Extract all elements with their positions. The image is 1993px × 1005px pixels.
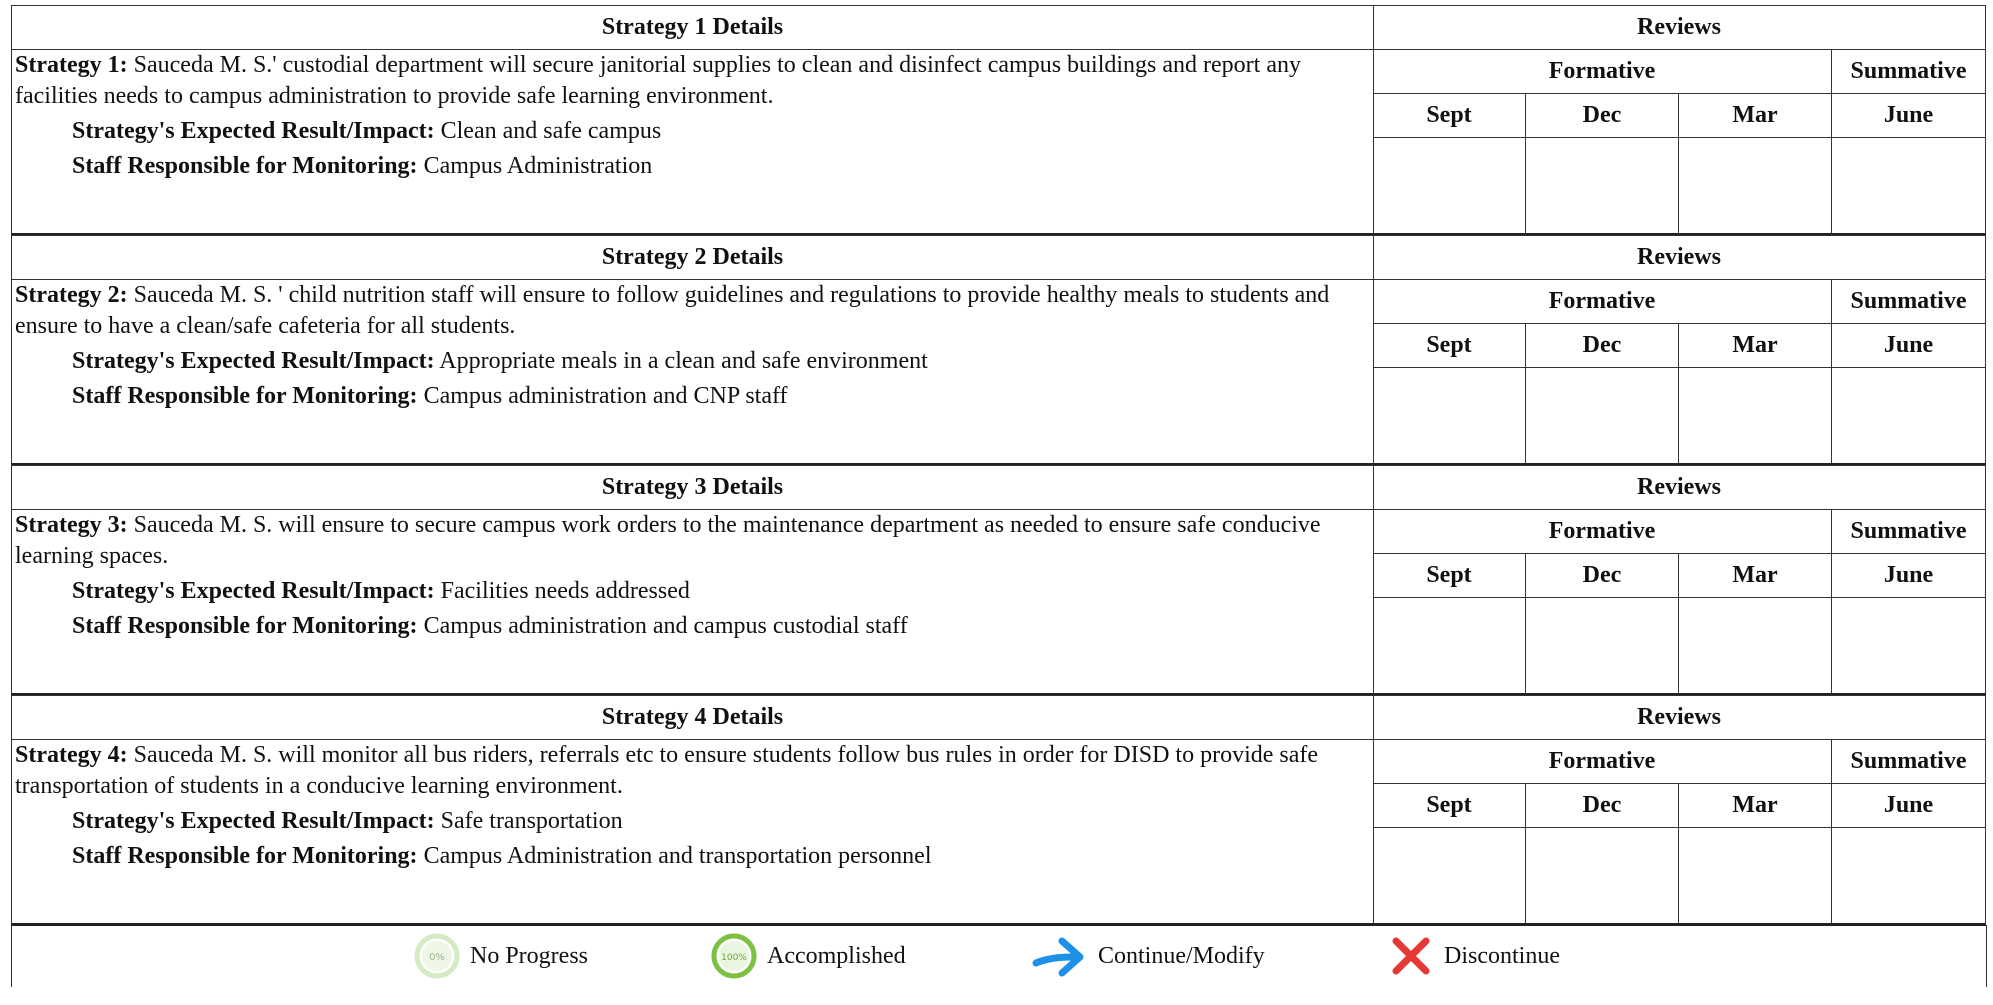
review-input-row bbox=[1373, 828, 1985, 923]
month-sept: Sept bbox=[1373, 94, 1526, 137]
strategy-details-header: Strategy 4 Details bbox=[12, 696, 1373, 740]
reviews-header: Reviews bbox=[1373, 6, 1985, 50]
review-months-row bbox=[1373, 554, 1985, 598]
expected-result-value: Safe transportation bbox=[434, 808, 623, 834]
strategy-text: Sauceda M. S. will monitor all bus riders, referrals etc to ensure students follow bus rules in order for DISD to provide safe transportation of students in a conducive learning environment. bbox=[15, 742, 1319, 799]
strategy-text: Sauceda M. S. ' child nutrition staff will ensure to follow guidelines and regulations to provide healthy meals to students and ensure to have a clean/safe cafeteria for all students. bbox=[15, 282, 1330, 339]
staff-responsible bbox=[15, 841, 1370, 872]
review-cell-june[interactable] bbox=[1832, 368, 1985, 463]
staff-responsible-label: Staff Responsible for Monitoring: bbox=[72, 613, 418, 639]
strategy-description bbox=[15, 280, 1370, 342]
month-dec: Dec bbox=[1526, 784, 1679, 827]
reviews-panel bbox=[1373, 5, 1986, 233]
legend-discontinue bbox=[1388, 925, 1560, 987]
strategy-details-panel bbox=[11, 5, 1374, 233]
x-icon bbox=[1388, 933, 1434, 979]
legend-accomplished-label: Accomplished bbox=[767, 942, 906, 969]
review-cell-june[interactable] bbox=[1832, 828, 1985, 923]
expected-result bbox=[15, 116, 1370, 147]
review-cell-mar[interactable] bbox=[1679, 138, 1832, 233]
month-mar: Mar bbox=[1679, 784, 1832, 827]
strategy-table bbox=[11, 5, 1986, 1005]
review-input-row bbox=[1373, 368, 1985, 463]
staff-responsible-value: Campus administration and campus custodial staff bbox=[417, 613, 908, 639]
reviews-header: Reviews bbox=[1373, 236, 1985, 280]
strategy-block bbox=[11, 695, 1986, 925]
review-cell-mar[interactable] bbox=[1679, 828, 1832, 923]
legend-accomplished bbox=[711, 925, 906, 987]
strategy-details-header: Strategy 3 Details bbox=[12, 466, 1373, 510]
legend bbox=[11, 925, 1987, 987]
month-sept: Sept bbox=[1373, 554, 1526, 597]
staff-responsible-value: Campus Administration bbox=[417, 153, 653, 179]
formative-header: Formative bbox=[1373, 50, 1832, 93]
month-sept: Sept bbox=[1373, 784, 1526, 827]
month-june: June bbox=[1883, 792, 1934, 818]
strategy-body bbox=[12, 740, 1373, 872]
review-cell-june[interactable] bbox=[1832, 138, 1985, 233]
strategy-body bbox=[12, 280, 1373, 412]
month-sept: Sept bbox=[1373, 324, 1526, 367]
review-cell-sept[interactable] bbox=[1373, 138, 1526, 233]
month-june: June bbox=[1883, 102, 1934, 128]
strategy-description bbox=[15, 510, 1370, 572]
review-months-row bbox=[1373, 784, 1985, 828]
legend-no-progress-label: No Progress bbox=[470, 942, 588, 969]
staff-responsible bbox=[15, 151, 1370, 182]
strategy-details-header: Strategy 2 Details bbox=[12, 236, 1373, 280]
accomplished-icon bbox=[711, 933, 757, 979]
review-type-row bbox=[1373, 280, 1985, 324]
staff-responsible bbox=[15, 611, 1370, 642]
month-mar: Mar bbox=[1679, 94, 1832, 137]
arrow-right-icon bbox=[1032, 933, 1088, 979]
reviews-panel bbox=[1373, 235, 1986, 463]
review-cell-june[interactable] bbox=[1832, 598, 1985, 693]
strategy-body bbox=[12, 50, 1373, 182]
month-mar: Mar bbox=[1679, 324, 1832, 367]
reviews-header: Reviews bbox=[1373, 696, 1985, 740]
review-cell-dec[interactable] bbox=[1526, 598, 1679, 693]
strategy-label: Strategy 2: bbox=[15, 282, 128, 308]
expected-result-label: Strategy's Expected Result/Impact: bbox=[72, 118, 435, 144]
summative-header: Summative bbox=[1850, 748, 1967, 774]
review-cell-dec[interactable] bbox=[1526, 138, 1679, 233]
summative-header: Summative bbox=[1850, 518, 1967, 544]
strategy-text: Sauceda M. S.' custodial department will secure janitorial supplies to clean and disinfect campus buildings and report any facilities needs to campus administration to provide safe learning environment. bbox=[15, 52, 1301, 109]
strategy-block bbox=[11, 465, 1986, 695]
review-type-row bbox=[1373, 50, 1985, 94]
strategy-label: Strategy 3: bbox=[15, 512, 128, 538]
review-months-row bbox=[1373, 94, 1985, 138]
strategy-details-panel bbox=[11, 695, 1374, 923]
month-june: June bbox=[1883, 562, 1934, 588]
strategy-block bbox=[11, 235, 1986, 465]
staff-responsible-value: Campus administration and CNP staff bbox=[417, 383, 788, 409]
legend-continue-modify-label: Continue/Modify bbox=[1098, 942, 1265, 969]
reviews-header: Reviews bbox=[1373, 466, 1985, 510]
staff-responsible-label: Staff Responsible for Monitoring: bbox=[72, 153, 418, 179]
month-dec: Dec bbox=[1526, 324, 1679, 367]
review-cell-mar[interactable] bbox=[1679, 368, 1832, 463]
month-mar: Mar bbox=[1679, 554, 1832, 597]
reviews-panel bbox=[1373, 695, 1986, 923]
review-input-row bbox=[1373, 138, 1985, 233]
staff-responsible-value: Campus Administration and transportation personnel bbox=[417, 843, 932, 869]
formative-header: Formative bbox=[1373, 740, 1832, 783]
strategy-description bbox=[15, 50, 1370, 112]
strategy-description bbox=[15, 740, 1370, 802]
expected-result-label: Strategy's Expected Result/Impact: bbox=[72, 578, 435, 604]
strategy-label: Strategy 4: bbox=[15, 742, 128, 768]
review-input-row bbox=[1373, 598, 1985, 693]
no-progress-icon bbox=[414, 933, 460, 979]
month-dec: Dec bbox=[1526, 94, 1679, 137]
legend-continue-modify bbox=[1032, 925, 1265, 987]
staff-responsible-label: Staff Responsible for Monitoring: bbox=[72, 843, 418, 869]
formative-header: Formative bbox=[1373, 280, 1832, 323]
strategy-body bbox=[12, 510, 1373, 642]
summative-header: Summative bbox=[1850, 288, 1967, 314]
review-cell-sept[interactable] bbox=[1373, 828, 1526, 923]
reviews-panel bbox=[1373, 465, 1986, 693]
month-june: June bbox=[1883, 332, 1934, 358]
review-cell-dec[interactable] bbox=[1526, 368, 1679, 463]
strategy-block bbox=[11, 5, 1986, 235]
strategy-details-header: Strategy 1 Details bbox=[12, 6, 1373, 50]
svg-text:0%: 0% bbox=[429, 952, 445, 963]
review-type-row bbox=[1373, 510, 1985, 554]
review-type-row bbox=[1373, 740, 1985, 784]
staff-responsible bbox=[15, 381, 1370, 412]
review-cell-mar[interactable] bbox=[1679, 598, 1832, 693]
strategy-label: Strategy 1: bbox=[15, 52, 128, 78]
expected-result-value: Facilities needs addressed bbox=[434, 578, 690, 604]
summative-header: Summative bbox=[1850, 58, 1967, 84]
review-months-row bbox=[1373, 324, 1985, 368]
review-cell-sept[interactable] bbox=[1373, 368, 1526, 463]
expected-result bbox=[15, 346, 1370, 377]
expected-result-value: Clean and safe campus bbox=[434, 118, 662, 144]
strategy-text: Sauceda M. S. will ensure to secure campus work orders to the maintenance department as needed to ensure safe conducive learning spaces. bbox=[15, 512, 1321, 569]
month-dec: Dec bbox=[1526, 554, 1679, 597]
strategy-details-panel bbox=[11, 235, 1374, 463]
expected-result-label: Strategy's Expected Result/Impact: bbox=[72, 348, 435, 374]
legend-discontinue-label: Discontinue bbox=[1444, 942, 1560, 969]
legend-no-progress bbox=[414, 925, 588, 987]
strategy-details-panel bbox=[11, 465, 1374, 693]
expected-result bbox=[15, 576, 1370, 607]
formative-header: Formative bbox=[1373, 510, 1832, 553]
review-cell-dec[interactable] bbox=[1526, 828, 1679, 923]
expected-result-value: Appropriate meals in a clean and safe environment bbox=[434, 348, 928, 374]
expected-result bbox=[15, 806, 1370, 837]
review-cell-sept[interactable] bbox=[1373, 598, 1526, 693]
expected-result-label: Strategy's Expected Result/Impact: bbox=[72, 808, 435, 834]
svg-text:100%: 100% bbox=[721, 953, 747, 963]
staff-responsible-label: Staff Responsible for Monitoring: bbox=[72, 383, 418, 409]
